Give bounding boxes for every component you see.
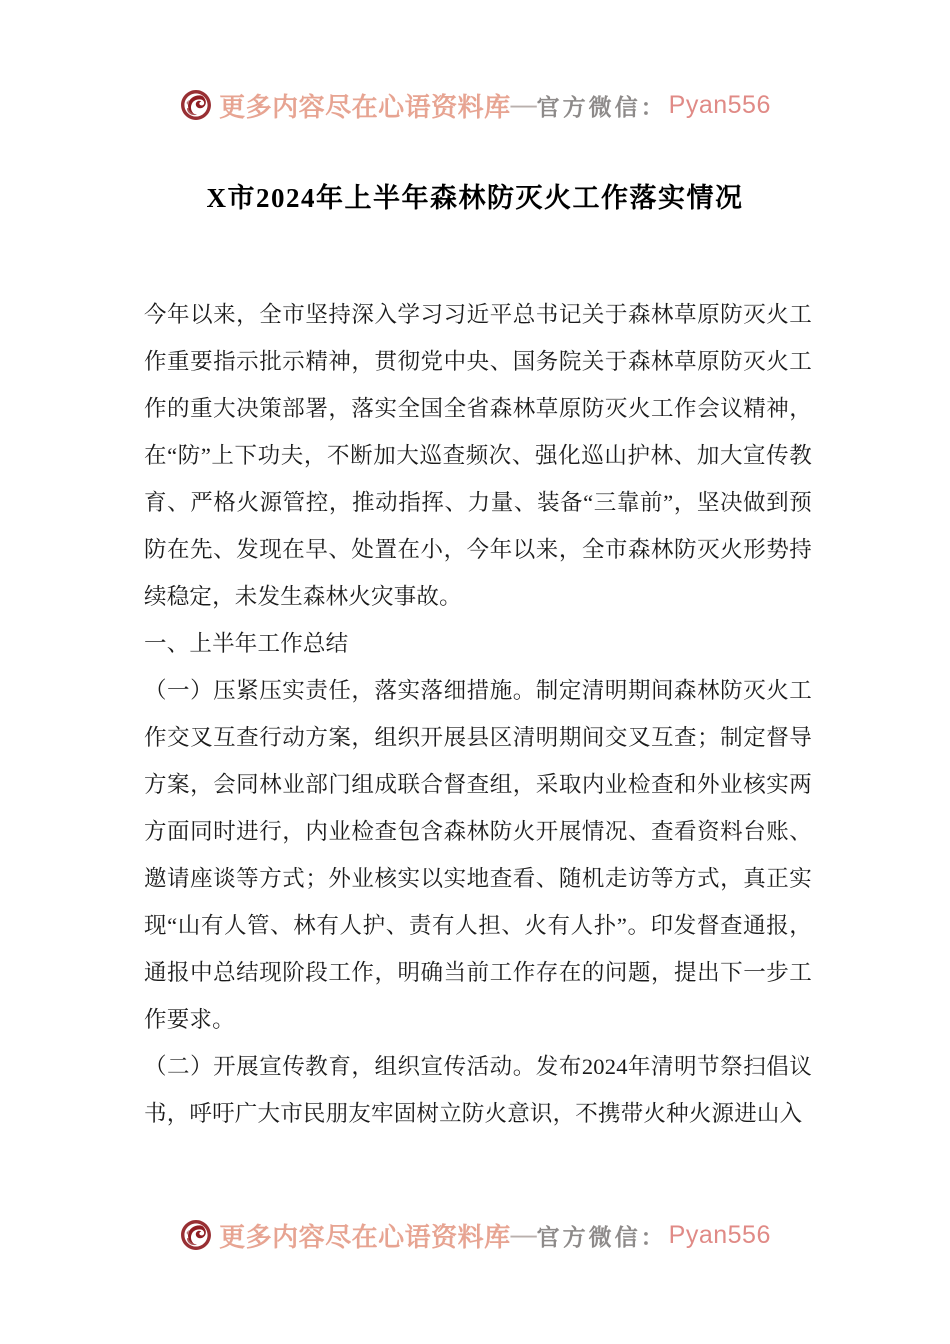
swirl-fish-emblem-icon — [179, 1218, 213, 1252]
watermark-wechat-label: 官方微信： — [536, 1224, 667, 1250]
watermark-dash: — — [510, 1220, 537, 1249]
watermark-wechat-id: Pyan556 — [668, 90, 771, 119]
watermark-dash: — — [510, 90, 537, 119]
watermark-main-text: 更多内容尽在心语资料库 — [219, 1222, 511, 1252]
swirl-fish-emblem-icon — [179, 88, 213, 122]
paragraph-subsection-2: （二）开展宣传教育，组织宣传活动。发布2024年清明节祭扫倡议书，呼吁广大市民朋友牢固树立防火意识，不携带火种火源进山入 — [144, 1054, 812, 1126]
document-body — [144, 291, 812, 1137]
section-heading-1: 一、上半年工作总结 — [144, 631, 349, 656]
page-title: X市2024年上半年森林防灭火工作落实情况 — [206, 183, 744, 213]
watermark-wechat-id: Pyan556 — [668, 1220, 771, 1249]
watermark-main-text: 更多内容尽在心语资料库 — [219, 92, 511, 122]
watermark-top — [0, 82, 950, 128]
watermark-wechat-label: 官方微信： — [536, 94, 667, 120]
paragraph-subsection-1: （一）压紧压实责任，落实落细措施。制定清明期间森林防灭火工作交叉互查行动方案，组织开展县区清明期间交叉互查；制定督导方案，会同林业部门组成联合督查组，采取内业检查和外业核实两方面同时进行，内业检查包含森林防火开展情况、查看资料台账、邀请座谈等方式；外业核实以实地查看、随机走访等方式，真正实现“山有人管、林有人护、责有人担、火有人扑”。印发督查通报，通报中总结现阶段工作，明确当前工作存在的问题，提出下一步工作要求。 — [144, 678, 812, 1032]
watermark-bottom — [0, 1212, 950, 1258]
paragraph-intro: 今年以来，全市坚持深入学习习近平总书记关于森林草原防灭火工作重要指示批示精神，贯彻党中央、国务院关于森林草原防灭火工作的重大决策部署，落实全国全省森林草原防灭火工作会议精神，在“防”上下功夫，不断加大巡查频次、强化巡山护林、加大宣传教育、严格火源管控，推动指挥、力量、装备“三靠前”，坚决做到预防在先、发现在早、处置在小，今年以来，全市森林防灭火形势持续稳定，未发生森林火灾事故。 — [144, 302, 812, 609]
